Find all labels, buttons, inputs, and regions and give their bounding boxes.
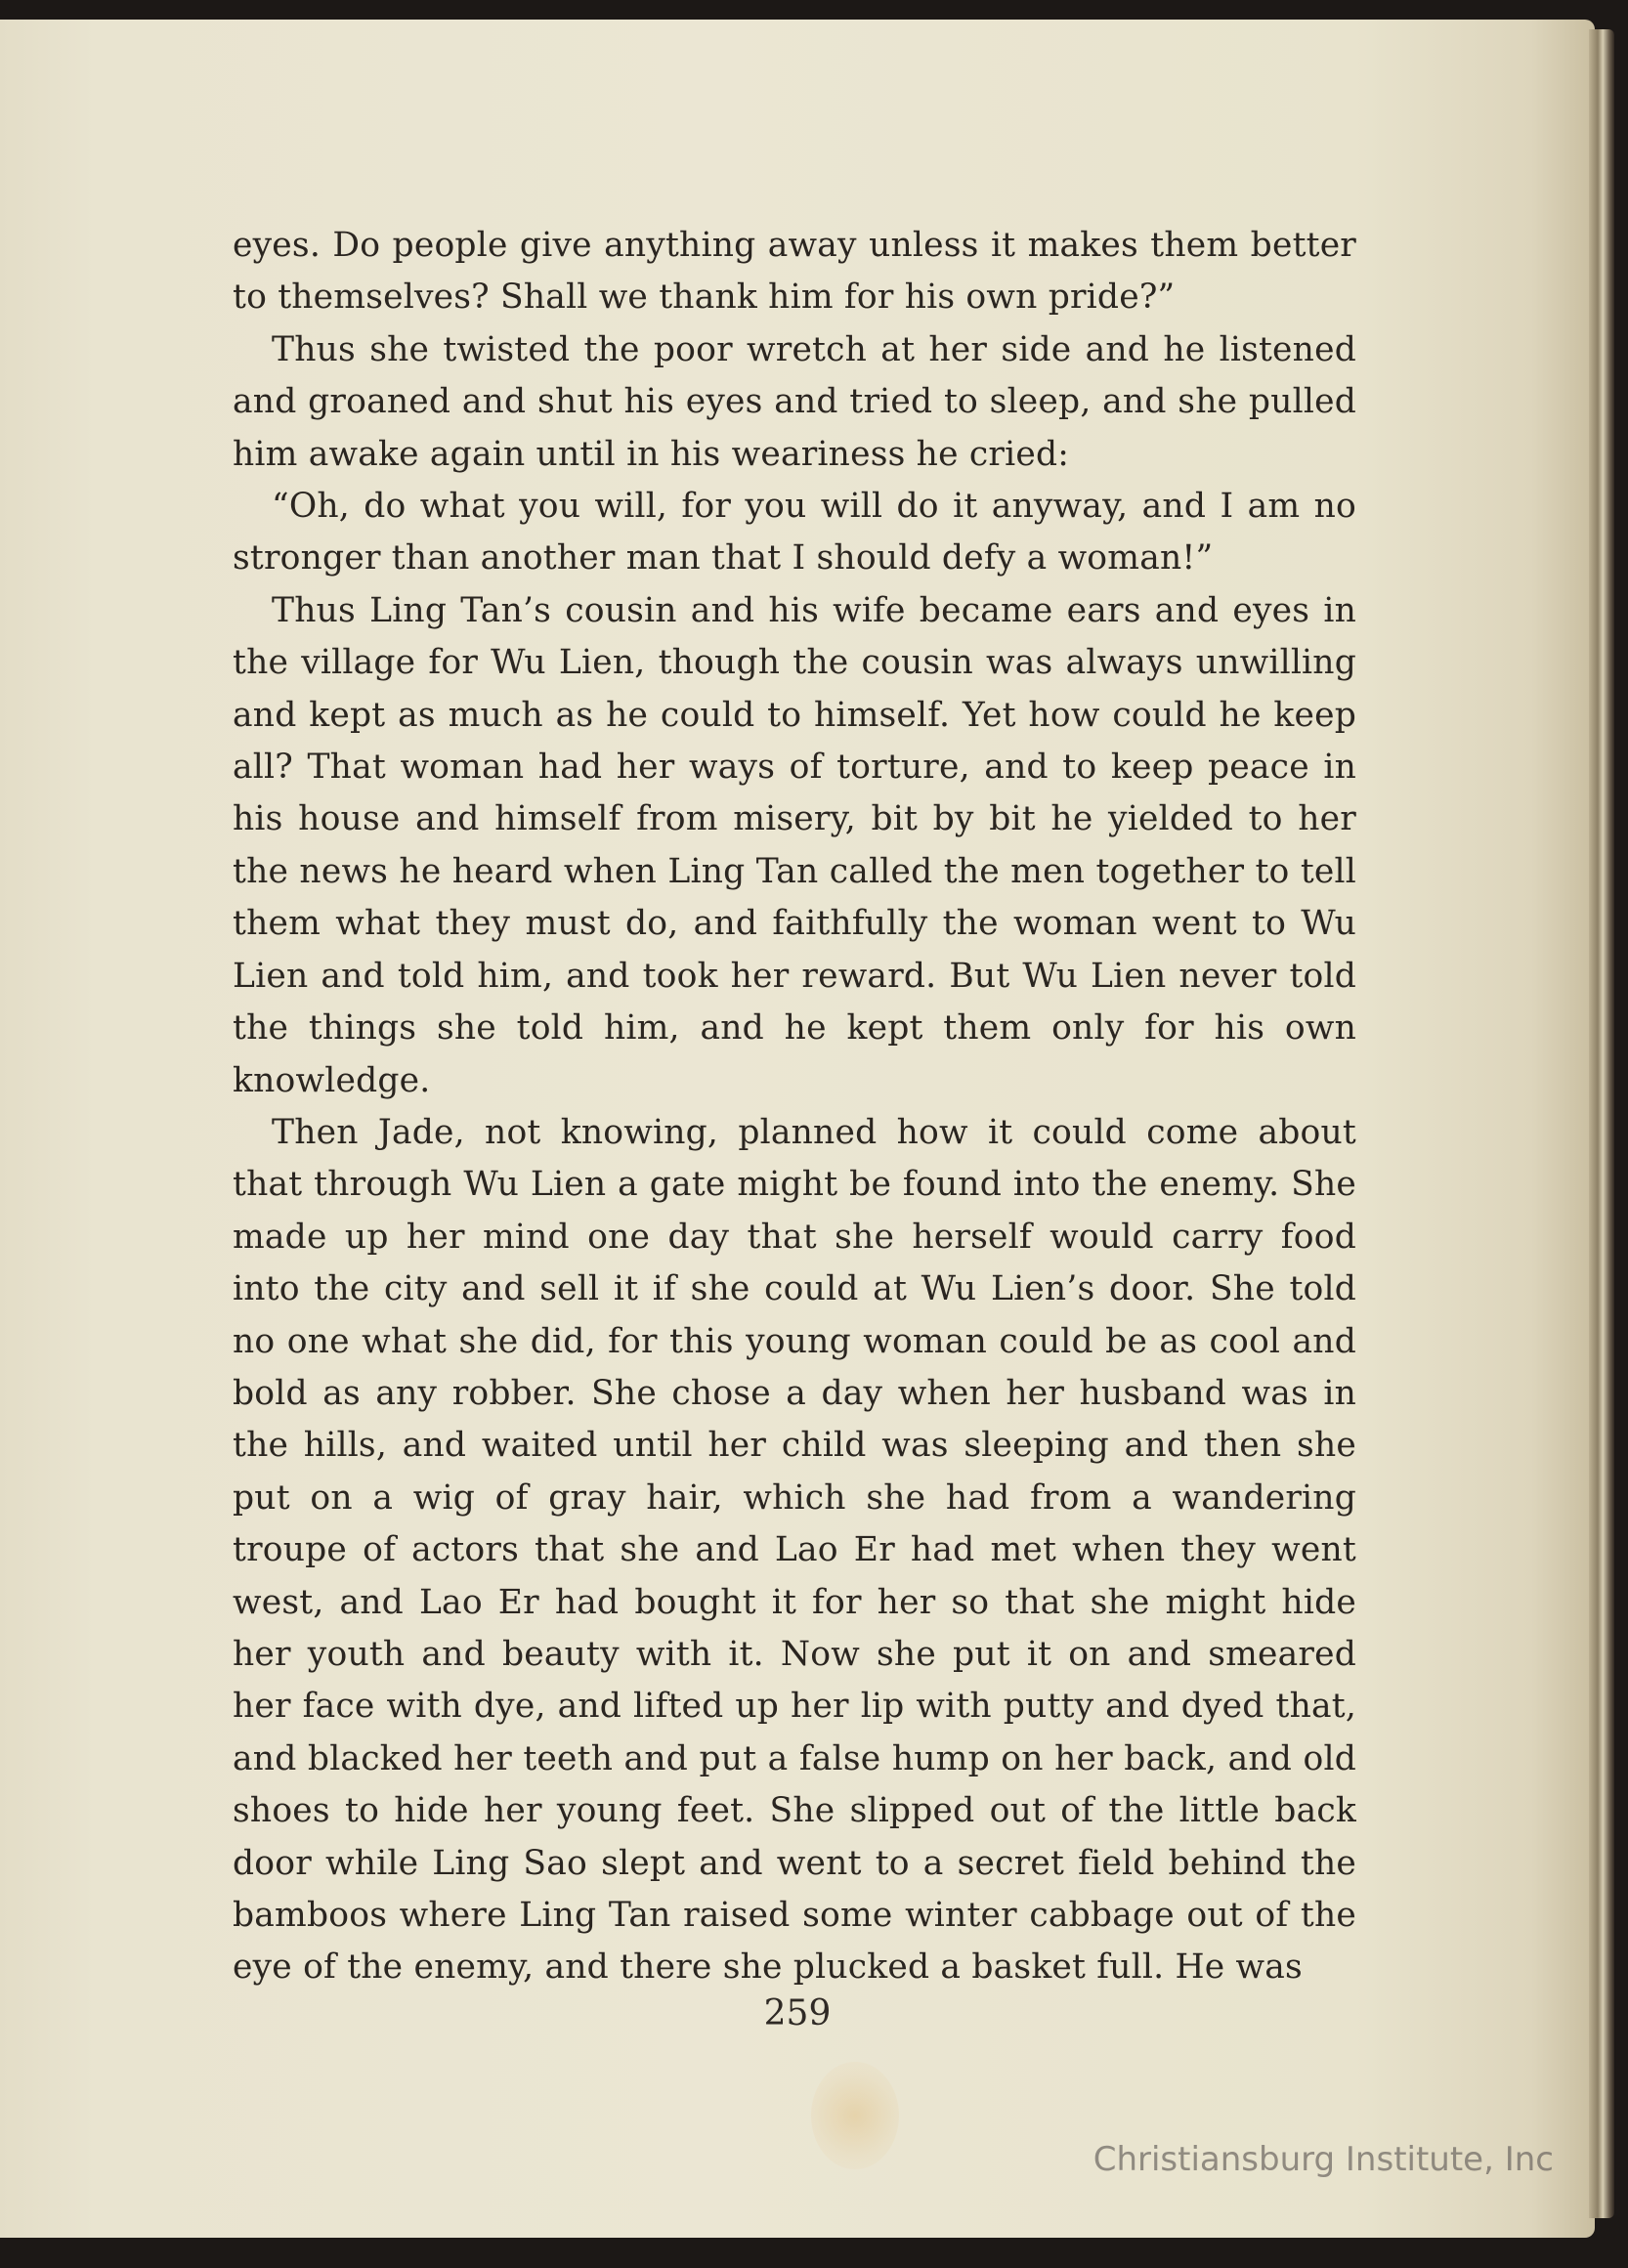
watermark: Christiansburg Institute, Inc [1092,2140,1554,2179]
paragraph-2: Thus she twisted the poor wretch at her side and he listened and groaned and shut his eyes and tried to sleep, and she pulled him awake again until in his weariness he cried: [233,329,1356,474]
paragraph-3: “Oh, do what you will, for you will do it anyway, and I am no stronger than another man that I should defy a woman!” [233,487,1356,578]
paper-stain [811,2062,899,2169]
book-page [0,20,1595,2238]
paragraph-5: Then Jade, not knowing, planned how it could come about that through Wu Lien a gate might be found into the enemy. She made up her mind one day that she herself would carry food into the city and sell it if she could at Wu Lien’s door. She told no one what she did, for this young woman could be as cool and bold as any robber. She chose a day when her husband was in the hills, and waited until her child was sleeping and then she put on a wig of gray hair, which she had from a wandering troupe of actors that she and Lao Er had met when they went west, and Lao Er had bought it for her so that she might hide her youth and beauty with it. Now she put it on and smeared her face with dye, and lifted up her lip with putty and dyed that, and blacked her teeth and put a false hump on her back, and old shoes to hide her young feet. She slipped out of the little back door while Ling Sao slept and went to a secret field behind the bamboos where Ling Tan raised some winter cabbage out of the eye of the enemy, and there she plucked a basket full. He was [233,1112,1356,1988]
page-number: 259 [763,1993,832,2033]
paragraph-4: Thus Ling Tan’s cousin and his wife became ears and eyes in the village for Wu Lien, though the cousin was always unwilling and kept as much as he could to himself. Yet how could he keep all? That woman had her ways of torture, and to keep peace in his house and himself from misery, bit by bit he yielded to her the news he heard when Ling Tan called the men together to tell them what they must do, and faithfully the woman went to Wu Lien and told him, and took her reward. But Wu Lien never told the things she told him, and he kept them only for his own knowledge. [233,590,1356,1100]
page-edge [1589,29,1614,2218]
body-text [233,220,1356,1994]
paragraph-1: eyes. Do people give anything away unless it makes them better to themselves? Shall we thank him for his own pride?” [233,226,1356,318]
